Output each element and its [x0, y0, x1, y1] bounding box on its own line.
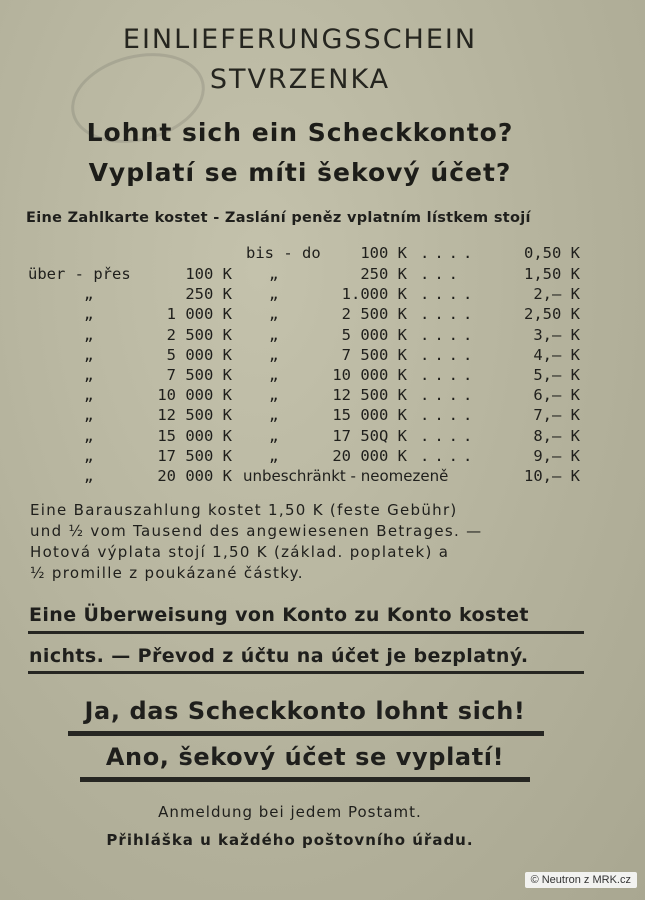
fee-row: [0, 406, 645, 426]
fee-prefix: „: [84, 325, 94, 344]
fee-amount: 2,50 K: [524, 305, 580, 324]
fee-row: [0, 326, 645, 346]
fee-separator: „: [269, 386, 279, 405]
fee-dots: ....: [420, 325, 478, 344]
fee-row: [0, 427, 645, 447]
fee-dots: ....: [420, 366, 478, 384]
fee-amount: 3,— K: [533, 325, 580, 344]
divider: [28, 631, 584, 634]
fee-row-last: [0, 467, 645, 487]
slogan-czech: Ano, šekový účet se vyplatí!: [105, 743, 505, 771]
fee-row: [0, 386, 645, 406]
fee-separator: „: [269, 285, 279, 304]
fee-separator: „: [269, 305, 279, 324]
fee-from: 20 000 K: [157, 467, 232, 485]
fee-separator: „: [269, 426, 279, 445]
fee-row: [0, 265, 645, 285]
fee-amount: 4,— K: [533, 345, 580, 364]
fee-dots: ....: [420, 446, 478, 465]
fee-dots: ....: [420, 426, 478, 445]
fee-from: 10 000 K: [157, 386, 232, 405]
fee-dots: ....: [420, 285, 478, 304]
divider: [68, 731, 544, 736]
divider: [28, 671, 584, 674]
fee-row-first: [0, 244, 645, 264]
fee-dots: ....: [420, 345, 478, 364]
fee-prefix: „: [84, 285, 94, 304]
fee-from: 12 500 K: [157, 406, 232, 425]
fee-prefix: „: [84, 366, 94, 384]
fee-to: 17 50Q K: [332, 426, 407, 445]
cash-line-2: und ½ vom Tausend des angewiesenen Betrages. —: [30, 522, 483, 540]
fee-to: 15 000 K: [332, 406, 407, 425]
fee-row: [0, 366, 645, 386]
fee-dots: ....: [420, 244, 478, 262]
fee-prefix: „: [84, 426, 94, 445]
fee-to: 250 K: [360, 265, 407, 283]
fee-prefix: bis - do: [246, 244, 321, 262]
fee-prefix: „: [84, 446, 94, 465]
divider: [80, 777, 530, 782]
transfer-line-2: nichts. — Převod z účtu na účet je bezplatný.: [29, 645, 529, 667]
fee-row: [0, 285, 645, 305]
fee-amount: 1,50 K: [524, 265, 580, 283]
transfer-line-1: Eine Überweisung von Konto zu Konto kostet: [29, 604, 529, 626]
fee-separator: „: [269, 345, 279, 364]
question-german: Lohnt sich ein Scheckkonto?: [86, 118, 514, 147]
cash-line-3: Hotová výplata stojí 1,50 K (základ. poplatek) a: [30, 543, 450, 561]
fee-from: 17 500 K: [157, 446, 232, 465]
footer-czech: Přihláška u každého poštovního úřadu.: [106, 831, 474, 849]
fee-row: [0, 305, 645, 325]
fee-from: 7 500 K: [166, 366, 232, 384]
fee-unlimited: unbeschränkt - neomezeně: [243, 467, 449, 485]
fee-amount: 0,50 K: [524, 244, 580, 262]
fee-to: 7 500 K: [341, 345, 407, 364]
fee-prefix: „: [84, 406, 94, 425]
slogan-german: Ja, das Scheckkonto lohnt sich!: [84, 697, 526, 725]
fee-row: [0, 447, 645, 467]
fee-prefix: „: [84, 467, 94, 485]
fee-from: 5 000 K: [166, 345, 232, 364]
fee-to: 12 500 K: [332, 386, 407, 405]
fee-amount: 10,— K: [524, 467, 580, 485]
fee-amount: 8,— K: [533, 426, 580, 445]
watermark: © Neutron z MRK.cz: [525, 872, 637, 888]
fee-to: 10 000 K: [332, 366, 407, 384]
fee-dots: ....: [420, 386, 478, 405]
fee-amount: 9,— K: [533, 446, 580, 465]
fee-from: 250 K: [185, 285, 232, 304]
fee-amount: 7,— K: [533, 406, 580, 425]
title-german: EINLIEFERUNGSSCHEIN: [122, 24, 478, 55]
cash-line-4: ½ promille z poukázané částky.: [30, 564, 304, 582]
fee-separator: „: [269, 325, 279, 344]
fee-prefix: „: [84, 345, 94, 364]
fee-prefix: „: [84, 386, 94, 405]
fee-amount: 5,— K: [533, 366, 580, 384]
fee-from: 2 500 K: [166, 325, 232, 344]
fee-to: 20 000 K: [332, 446, 407, 465]
fee-row: [0, 346, 645, 366]
fee-to: 5 000 K: [341, 325, 407, 344]
fee-from: 100 K: [185, 265, 232, 283]
question-czech: Vyplatí se míti šekový účet?: [88, 158, 512, 187]
fee-separator: „: [269, 406, 279, 425]
fee-dots: ....: [420, 305, 478, 324]
fee-from: 1 000 K: [166, 305, 232, 324]
footer-german: Anmeldung bei jedem Postamt.: [158, 803, 422, 821]
fee-prefix: über - přes: [28, 265, 131, 283]
fee-to: 1.000 K: [341, 285, 407, 304]
fee-separator: „: [269, 366, 279, 384]
fee-separator: „: [269, 446, 279, 465]
fee-prefix: „: [84, 305, 94, 324]
cash-line-1: Eine Barauszahlung kostet 1,50 K (feste Gebühr): [30, 501, 458, 519]
fee-separator: „: [269, 265, 279, 283]
fee-amount: 2,— K: [533, 285, 580, 304]
fee-table-heading: Eine Zahlkarte kostet - Zaslání peněz vplatním lístkem stojí: [26, 210, 531, 226]
fee-dots: ....: [420, 406, 478, 425]
fee-dots: ...: [420, 265, 463, 283]
fee-amount: 6,— K: [533, 386, 580, 405]
fee-to: 2 500 K: [341, 305, 407, 324]
title-czech: STVRZENKA: [209, 64, 391, 95]
fee-to: 100 K: [360, 244, 407, 262]
fee-from: 15 000 K: [157, 426, 232, 445]
